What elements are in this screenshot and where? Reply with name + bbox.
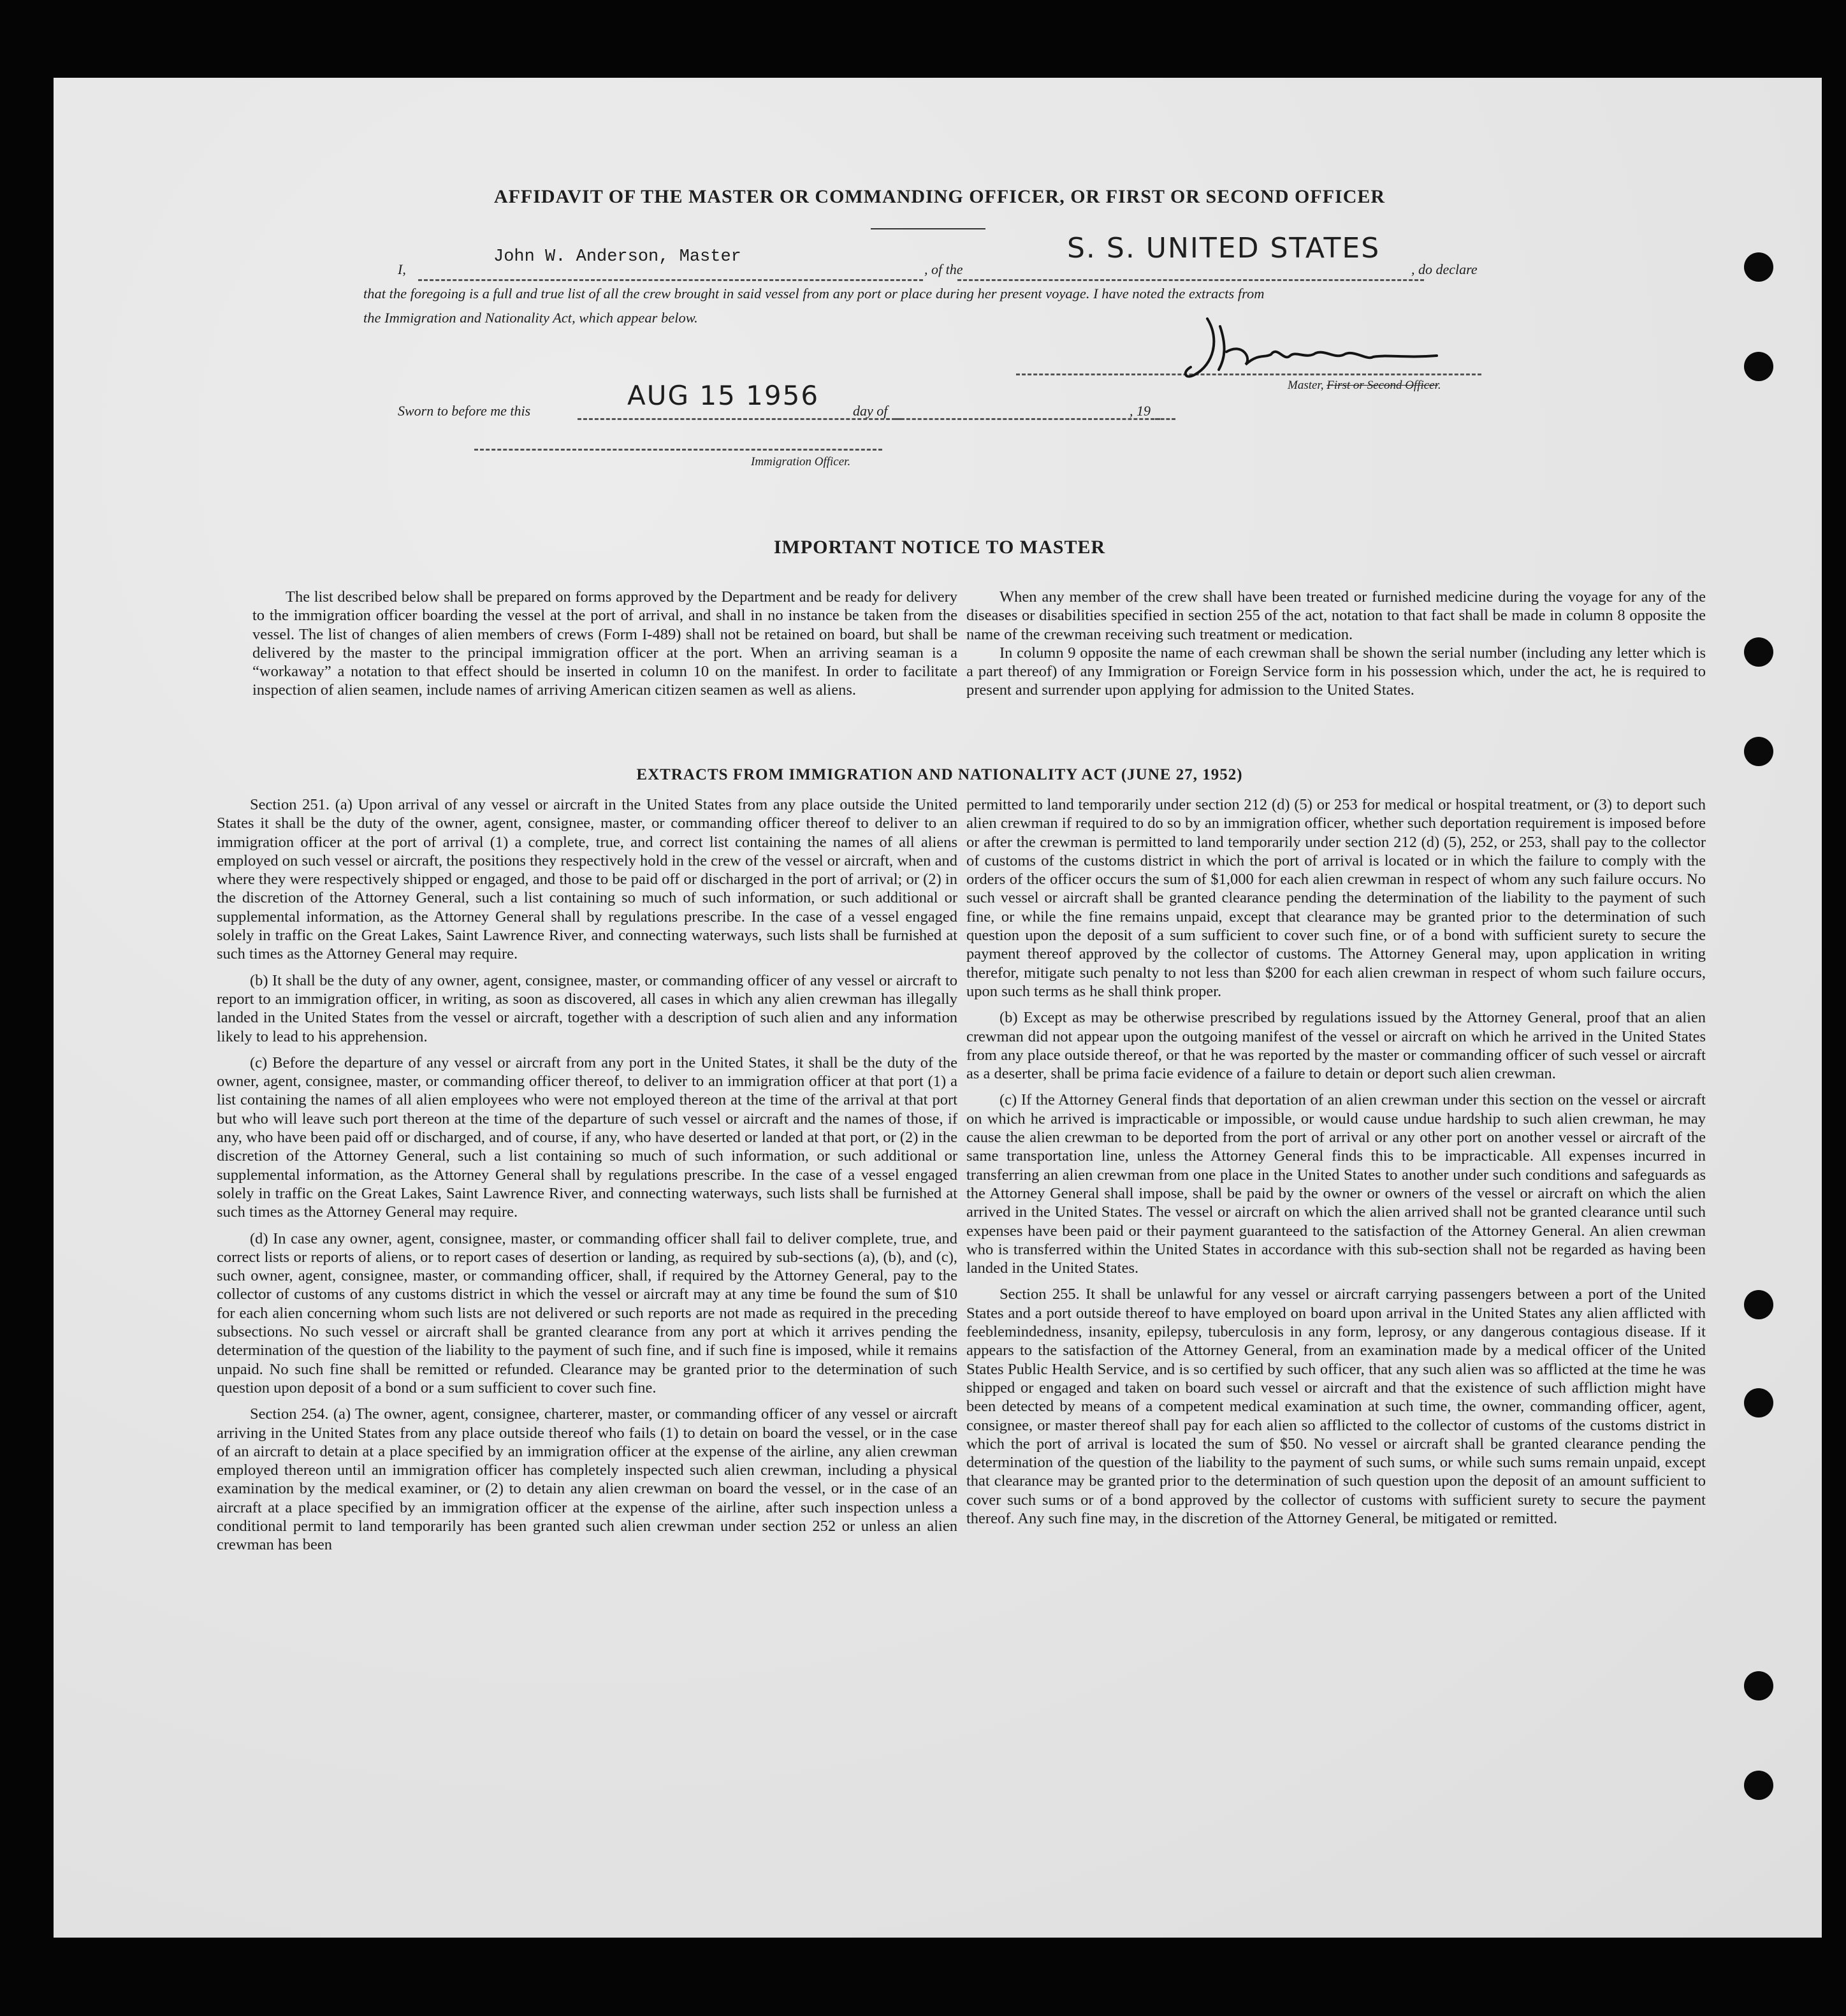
officer-caption-master: Master, <box>1288 379 1324 392</box>
sworn-year-label: , 19 <box>1130 403 1151 419</box>
sworn-prefix: Sworn to before me this <box>398 403 531 419</box>
section-254-c: (c) If the Attorney General finds that deportation of an alien crewman under this section on the vessel or aircraft on which he arrived is impracticable or impossible, or would cause undue hardship to such alien crewman, he may cause the alien crewman to be deported from the port of arrival or any other port on another vessel or aircraft of the same transportation line, unless the Attorney General finds this to be impracticable. All expenses incurred in transferring an alien crewman from one place in the United States to another under such conditions and safeguards as the Attorney General shall impose, shall be paid by the owner or owners of the vessel or aircraft on which the alien arrived in the United States. The vessel or aircraft on which the alien arrived shall not be granted clearance until such expenses have been paid or their payment guaranteed to the satisfaction of the Attorney General. An alien crewman who is transferred within the United States in accordance with this sub-section shall not be regarded as having been landed in the United States. <box>966 1091 1706 1277</box>
declarant-name: John W. Anderson, Master <box>493 247 741 266</box>
vessel-field-line <box>957 279 1424 281</box>
of-the-label: , of the <box>924 261 963 277</box>
affidavit-title: AFFIDAVIT OF THE MASTER OR COMMANDING OFFICER, OR FIRST OR SECOND OFFICER <box>493 186 1386 207</box>
declarant-field-line <box>418 279 923 281</box>
binder-hole <box>1744 352 1773 381</box>
notice-left-paragraph: The list described below shall be prepared on forms approved by the Department and be ready for delivery to the immigration officer boarding the vessel at the port of arrival, and shall in no instance be taken from the vessel. The list of changes of alien members of crews (Form I-489) shall not be retained on board, but shall be delivered by the master to the principal immigration officer at the port. When an arriving seaman is a “workaway” a notation to that effect should be inserted in column 10 on the manifest. In order to facilitate inspection of alien seamen, include names of arriving American citizen seamen as well as aliens. <box>252 588 957 699</box>
section-251-b: (b) It shall be the duty of any owner, agent, consignee, master, or commanding officer of any vessel or aircraft to report to an immigration officer, in writing, as soon as discovered, all cases in which any alien crewman has illegally landed in the United States from the vessel or aircraft, together with a description of such alien and any information likely to lead to his apprehension. <box>217 971 957 1045</box>
binder-hole <box>1744 1388 1773 1418</box>
immigration-officer-line <box>474 449 882 451</box>
declarant-prefix: I, <box>398 261 406 277</box>
section-255: Section 255. It shall be unlawful for any vessel or aircraft carrying passengers between a port of the United States and a port outside thereof to have employed on board upon arrival in the United States any alien afflicted with feeblemindedness, insanity, epilepsy, tuberculosis in any form, leprosy, or any dangerous contagious disease. If it appears to the satisfaction of the Attorney General, from an examination made by a medical officer of the United States Public Health Service, and is so certified by such officer, that any such alien was so afflicted at the time he was shipped or engaged and taken on board such vessel or aircraft and that the existence of such affliction might have been detected by means of a competent medical examination at such time, the owner, commanding officer, agent, consignee, or master thereof shall pay for each alien so afflicted to the collector of customs of the customs district in which the port of arrival is located the sum of $50. No vessel or aircraft shall be granted clearance pending the determination of the question of the liability to the payment of such sums, or while such sums remain unpaid, except that clearance may be granted prior to the determination of such question upon the deposit of an amount sufficient to cover such sums or of a bond approved by the collector of customs with sufficient surety to secure the payment thereof. Any such fine may, in the discretion of the Attorney General, be mitigated or remitted. <box>966 1286 1706 1527</box>
notice-right-paragraph-1: When any member of the crew shall have been treated or furnished medicine during the voyage for any of the diseases or disabilities specified in section 255 of the act, notation to that fact shall be made in column 8 opposite the name of the crewman receiving such treatment or medication. <box>966 588 1706 643</box>
extracts-right-column <box>966 795 1706 1535</box>
binder-hole <box>1744 1771 1773 1800</box>
sworn-date-stamp: AUG 15 1956 <box>627 380 820 411</box>
notice-right-column <box>966 588 1706 707</box>
sworn-month-line <box>895 418 1160 420</box>
officer-caption-struck: First or Second Officer <box>1326 379 1438 392</box>
section-251-a: Section 251. (a) Upon arrival of any vessel or aircraft in the United States from any place outside the United States it shall be the duty of the owner, agent, consignee, master, or commanding officer thereof to deliver to an immigration officer at the port of arrival (1) a complete, true, and correct list containing the names of all aliens employed on such vessel or aircraft, the positions they respectively hold in the crew of the vessel or aircraft, when and where they were respectively shipped or engaged, and those to be paid off or discharged in the port of arrival; or (2) in the discretion of the Attorney General, such a list containing so much of such information, or such additional or supplemental information, as the Attorney General shall by regulations prescribe. In the case of a vessel engaged solely in traffic on the Great Lakes, Saint Lawrence River, and connecting waterways, such lists shall be furnished at such times as the Attorney General may require. <box>217 796 957 963</box>
notice-right-paragraph-2: In column 9 opposite the name of each crewman shall be shown the serial number (including any letter which is a part thereof) of any Immigration or Foreign Service form in his possession which, under the act, he is required to present and surrender upon applying for admission to the United States. <box>966 644 1706 699</box>
section-254-a-continued: permitted to land temporarily under section 212 (d) (5) or 253 for medical or hospital treatment, or (3) to deport such alien crewman if required to do so by an immigration officer, whether such deportation requirement is imposed before or after the crewman is permitted to land temporarily under section 212 (d) (5), 252, or 253, shall pay to the collector of customs of the customs district in which the port of arrival is located or in which the failure to comply with the orders of the officer occurs the sum of $1,000 for each alien crewman in respect of whom any such failure occurs. No such vessel or aircraft shall be granted clearance pending the determination of the liability to the payment of such fine, or while the fine remains unpaid, except that clearance may be granted prior to the determination of such question upon the deposit of a sum sufficient to cover such fine, or of a bond with sufficient surety to secure the payment thereof approved by the collector of customs. The Attorney General may, upon application in writing therefor, mitigate such penalty to not less than $200 for each alien crewman in respect of whom such failure occurs, upon such terms as he shall think proper. <box>966 796 1706 1000</box>
document-page <box>54 78 1822 1938</box>
extracts-left-column <box>217 795 957 1562</box>
section-254-a: Section 254. (a) The owner, agent, consignee, charterer, master, or commanding officer of any vessel or aircraft arriving in the United States from any place outside thereof who fails (1) to detain on board the vessel, or in the case of an aircraft to detain at a place specified by an immigration officer at the expense of the airline, any alien crewman employed thereon until an immigration officer has completely inspected such alien crewman, including a physical examination by the medical examiner, or (2) to detain any alien crewman on board the vessel, or in the case of an aircraft at a place specified by an immigration officer at the expense of the airline, after such inspection unless a conditional permit to land temporarily has been granted such alien crewman under section 252 or unless an alien crewman has been <box>217 1405 957 1554</box>
officer-caption-end: . <box>1437 379 1441 392</box>
vessel-name: S. S. UNITED STATES <box>1067 232 1381 265</box>
title-rule <box>871 228 985 229</box>
declaration-line-3: the Immigration and Nationality Act, which appear below. <box>363 310 698 326</box>
declaration-line-2: that the foregoing is a full and true list of all the crew brought in said vessel from any port or place during her present voyage. I have noted the extracts from <box>363 286 1265 301</box>
officer-caption <box>1288 379 1441 393</box>
master-signature <box>1182 314 1450 384</box>
binder-hole <box>1744 252 1773 282</box>
binder-hole <box>1744 737 1773 766</box>
immigration-officer-caption: Immigration Officer. <box>751 455 851 468</box>
binder-hole <box>1744 1671 1773 1701</box>
section-251-c: (c) Before the departure of any vessel or aircraft from any port in the United States, it shall be the duty of the owner, agent, consignee, master, or commanding officer thereof, to deliver to an immigration officer at that port (1) a list containing the names of all alien employees who were not employed thereon at the time of the arrival at that port but who will leave such port thereon at the time of the departure of such vessel or aircraft and the names of those, if any, who have been paid off or discharged, and of course, if any, who have deserted or landed at that port, or (2) in the discretion of the Attorney General, such a list containing so much of such information, or such additional or supplemental information, as the Attorney General shall by regulations prescribe. In the case of a vessel engaged solely in traffic on the Great Lakes, Saint Lawrence River, and connecting waterways, such lists shall be furnished at such times as the Attorney General may require. <box>217 1054 957 1221</box>
sworn-day-label: day of <box>853 403 888 419</box>
do-declare-label: , do declare <box>1411 261 1478 277</box>
binder-hole <box>1744 637 1773 667</box>
binder-hole <box>1744 1290 1773 1319</box>
section-251-d: (d) In case any owner, agent, consignee, master, or commanding officer shall fail to deliver complete, true, and correct lists or reports of aliens, or to report cases of desertion or landing, as required by sub-sections (a), (b), and (c), such owner, agent, consignee, master, or commanding officer, shall, if required by the Attorney General, pay to the collector of customs of any customs district in which the vessel or aircraft may at any time be found the sum of $10 for each alien concerning whom such lists are not delivered or such reports are not made as required in the preceding subsections. No such vessel or aircraft shall be granted clearance from any port at which it arrives pending the determination of the question of the liability to the payment of such fine, and if such fine is imposed, while it remains unpaid. No such fine shall be remitted or refunded. Clearance may be granted prior to the determination of such question upon deposit of a bond or a sum sufficient to cover such fine. <box>217 1229 957 1396</box>
extracts-title: EXTRACTS FROM IMMIGRATION AND NATIONALITY ACT (JUNE 27, 1952) <box>636 766 1243 783</box>
notice-title: IMPORTANT NOTICE TO MASTER <box>773 537 1106 558</box>
sworn-year-line <box>1155 418 1175 420</box>
section-254-b: (b) Except as may be otherwise prescribed by regulations issued by the Attorney General, proof that an alien crewman did not appear upon the outgoing manifest of the vessel or aircraft on which he arrived in the United States from any place outside thereof, or that he was reported by the master or commanding officer of such vessel or aircraft as a deserter, shall be prima facie evidence of a failure to detain or deport such alien crewman. <box>966 1009 1706 1083</box>
